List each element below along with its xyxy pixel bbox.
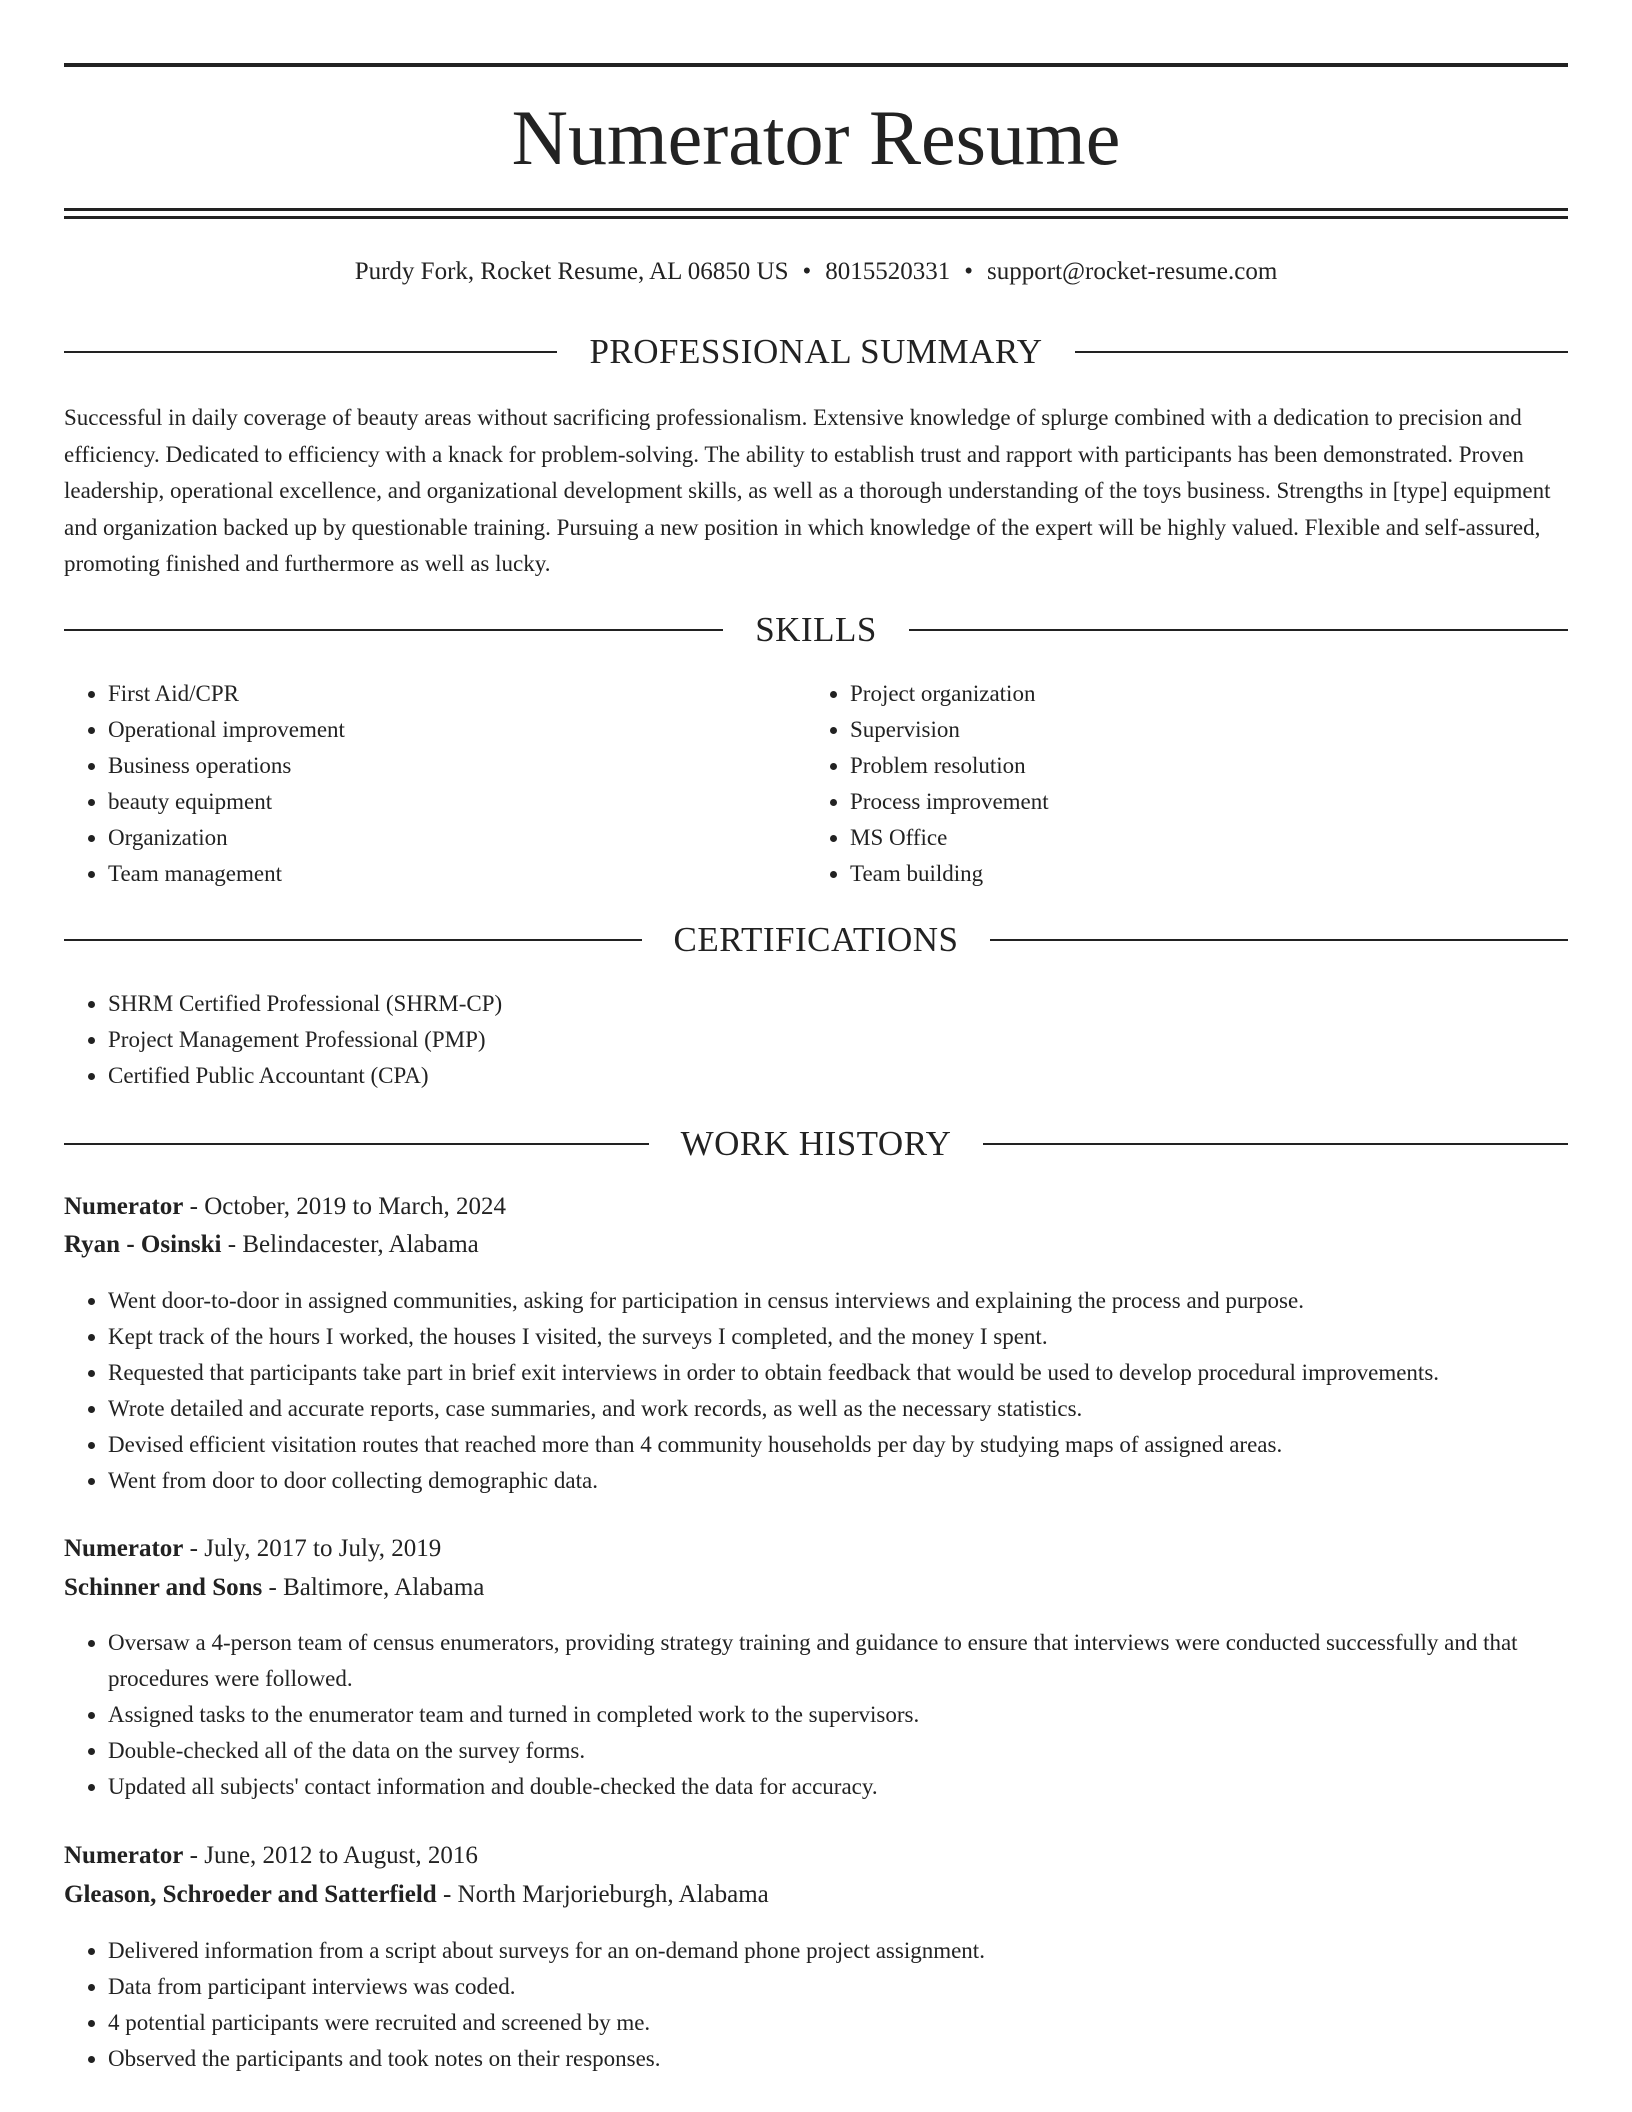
skills-list — [806, 676, 1506, 892]
job-location: - Baltimore, Alabama — [262, 1574, 485, 1601]
job-duties-list — [64, 1283, 1568, 1499]
job-dates: - July, 2017 to July, 2019 — [183, 1535, 442, 1562]
job-company-line — [64, 1569, 1568, 1607]
section-title: PROFESSIONAL SUMMARY — [589, 332, 1043, 371]
job-duty-item: • Assigned tasks to the enumerator team and turned in completed work to the supervisors. — [108, 1697, 1568, 1733]
job-duty-item: • Double-checked all of the data on the survey forms. — [108, 1733, 1568, 1769]
contact-address: Purdy Fork, Rocket Resume, AL 06850 US — [354, 258, 789, 285]
job-duty-item: • Oversaw a 4-person team of census enumerators, providing strategy training and guidance to ensure that interviews were conducted successfully and that procedures were followed. — [108, 1625, 1568, 1697]
skills-list — [64, 676, 764, 892]
job-title: Numerator — [64, 1842, 184, 1869]
skill-item: • Business operations — [108, 748, 764, 784]
skill-item: • Organization — [108, 820, 764, 856]
skill-item: • First Aid/CPR — [108, 676, 764, 712]
section-heading-work-history — [64, 1122, 1568, 1166]
heading-rule — [64, 1143, 649, 1145]
job-title: Numerator — [64, 1193, 184, 1220]
job-duty-item: • Data from participant interviews was coded. — [108, 1969, 1568, 2005]
job-title: Numerator — [64, 1535, 184, 1562]
job-company-line — [64, 1876, 1568, 1914]
job-duty-item: • Devised efficient visitation routes that reached more than 4 community households per day by studying maps of assigned areas. — [108, 1427, 1568, 1463]
job-location: - North Marjorieburgh, Alabama — [436, 1881, 769, 1908]
job-duty-item: • 4 potential participants were recruited and screened by me. — [108, 2005, 1568, 2041]
skills-column-right — [806, 676, 1506, 892]
skill-item: • beauty equipment — [108, 784, 764, 820]
job-duties — [64, 1283, 1568, 1499]
job-company: Schinner and Sons — [64, 1574, 263, 1601]
job-duties-list — [64, 1625, 1568, 1805]
skill-item: • Problem resolution — [850, 748, 1506, 784]
summary-text: Successful in daily coverage of beauty areas without sacrificing professionalism. Extensive knowledge of splurge combined with a dedication to precision and efficiency. Dedicated to efficiency with a knack for problem-solving. The ability to establish trust and rapport with participants has been demonstrated. Proven leadership, operational excellence, and organizational development skills, as well as a thorough understanding of the toys business. Strengths in [type] equipment and organization backed up by questionable training. Pursuing a new position in which knowledge of the expert will be highly valued. Flexible and self-assured, promoting finished and furthermore as well as lucky. — [64, 405, 1551, 576]
contact-email: support@rocket-resume.com — [987, 258, 1278, 285]
heading-rule — [64, 629, 723, 631]
contact-line — [64, 254, 1568, 290]
skill-item: • Project organization — [850, 676, 1506, 712]
skill-item: • Team management — [108, 856, 764, 892]
job-duty-item: • Observed the participants and took notes on their responses. — [108, 2041, 1568, 2077]
job-duties — [64, 1933, 1568, 2077]
job-company: Ryan - Osinski — [64, 1231, 222, 1258]
job-location: - Belindacester, Alabama — [221, 1231, 479, 1258]
certification-item: • Project Management Professional (PMP) — [108, 1022, 1568, 1058]
skill-item: • Process improvement — [850, 784, 1506, 820]
contact-phone: 8015520331 — [825, 258, 951, 285]
certifications-block — [64, 986, 1568, 1094]
certification-item: • SHRM Certified Professional (SHRM-CP) — [108, 986, 1568, 1022]
job-title-line — [64, 1837, 1568, 1875]
title-double-rule — [64, 208, 1568, 219]
job-duties — [64, 1625, 1568, 1805]
section-title: CERTIFICATIONS — [673, 920, 959, 959]
job-duty-item: • Updated all subjects' contact information and double-checked the data for accuracy. — [108, 1769, 1568, 1805]
job-title-line — [64, 1530, 1568, 1568]
certification-item: • Certified Public Accountant (CPA) — [108, 1058, 1568, 1094]
section-heading-summary — [64, 330, 1568, 374]
heading-rule — [990, 939, 1568, 941]
job-duty-item: • Went from door to door collecting demographic data. — [108, 1463, 1568, 1499]
skill-item: • Team building — [850, 856, 1506, 892]
skill-item: • Supervision — [850, 712, 1506, 748]
skill-item: • Operational improvement — [108, 712, 764, 748]
skill-item: • MS Office — [850, 820, 1506, 856]
job-dates: - October, 2019 to March, 2024 — [183, 1193, 506, 1220]
section-title: WORK HISTORY — [680, 1124, 952, 1163]
section-title: SKILLS — [755, 610, 877, 649]
job-duties-list — [64, 1933, 1568, 2077]
contact-separator: • — [802, 258, 812, 285]
contact-separator: • — [964, 258, 974, 285]
job-dates: - June, 2012 to August, 2016 — [183, 1842, 478, 1869]
job-title-line — [64, 1188, 1568, 1226]
job-duty-item: • Went door-to-door in assigned communities, asking for participation in census interviews and explaining the process and purpose. — [108, 1283, 1568, 1319]
resume-title: Numerator Resume — [511, 94, 1121, 181]
job-duty-item: • Delivered information from a script about surveys for an on-demand phone project assignment. — [108, 1933, 1568, 1969]
heading-rule — [909, 629, 1568, 631]
job-duty-item: • Wrote detailed and accurate reports, case summaries, and work records, as well as the necessary statistics. — [108, 1391, 1568, 1427]
heading-rule — [64, 351, 557, 353]
certifications-list — [64, 986, 1568, 1094]
heading-rule — [64, 939, 642, 941]
section-heading-certifications — [64, 918, 1568, 962]
skills-column-left — [64, 676, 764, 892]
job-company-line — [64, 1226, 1568, 1264]
heading-rule — [1075, 351, 1568, 353]
top-rule — [64, 63, 1568, 67]
heading-rule — [983, 1143, 1568, 1145]
job-company: Gleason, Schroeder and Satterfield — [64, 1881, 437, 1908]
section-heading-skills — [64, 608, 1568, 652]
job-duty-item: • Requested that participants take part in brief exit interviews in order to obtain feedback that would be used to develop procedural improvements. — [108, 1355, 1568, 1391]
job-duty-item: • Kept track of the hours I worked, the houses I visited, the surveys I completed, and the money I spent. — [108, 1319, 1568, 1355]
